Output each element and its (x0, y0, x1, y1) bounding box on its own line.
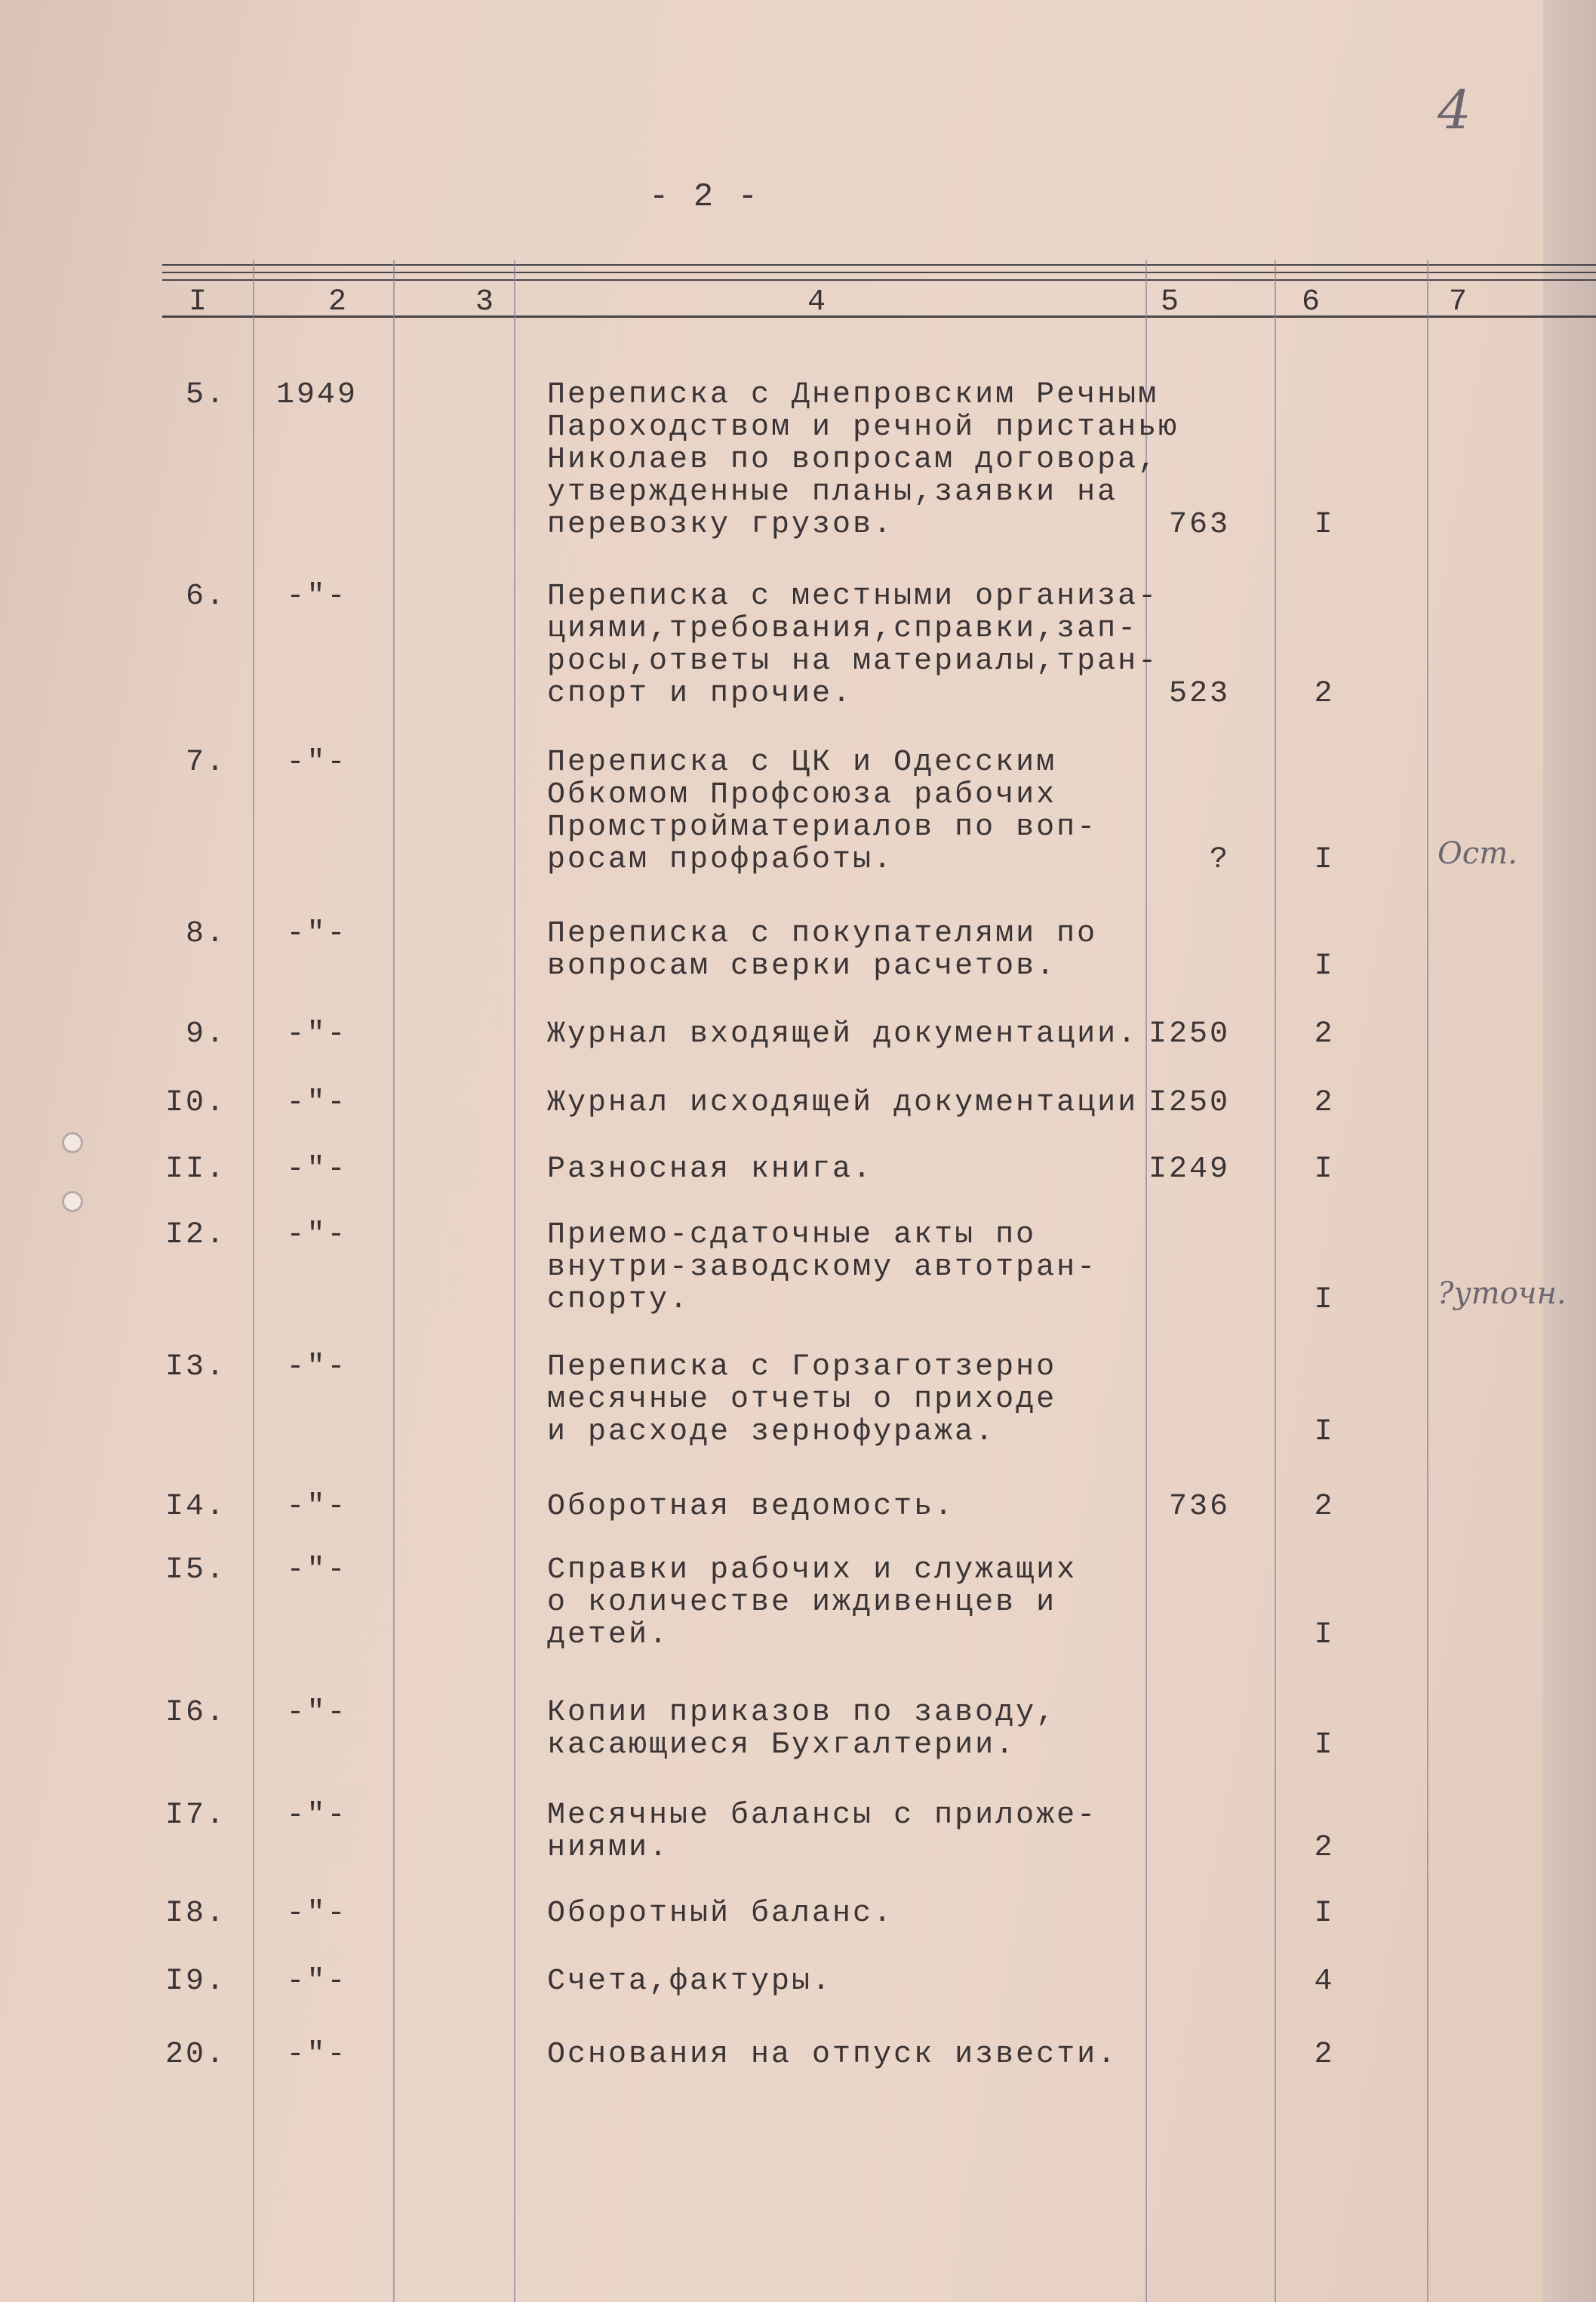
row-count: I (1314, 1897, 1335, 1931)
column-divider (1427, 260, 1428, 2302)
row-number: 8. (185, 917, 226, 951)
row-title: Разносная книга. (547, 1153, 874, 1186)
column-header: 3 (475, 285, 494, 319)
row-title: Копии приказов по заводу, касающиеся Бухгалтерии. (547, 1696, 1057, 1762)
column-header: 7 (1449, 285, 1468, 319)
row-sheets: 523 (1168, 677, 1230, 711)
row-title: Журнал входящей документации. (547, 1017, 1139, 1051)
row-year: -"- (286, 1799, 348, 1833)
row-count: 2 (1314, 1017, 1335, 1051)
row-title: Приемо-сдаточные акты по внутри-заводскому автотран- спорту. (547, 1218, 1098, 1317)
row-year: 1949 (275, 378, 358, 412)
column-header: 6 (1302, 285, 1321, 319)
row-number: II. (165, 1153, 226, 1186)
page-number: - 2 - (649, 178, 761, 216)
row-title: Справки рабочих и служащих о количестве иждивенцев и детей. (547, 1553, 1078, 1652)
row-year: -"- (286, 917, 348, 951)
row-sheets: 763 (1168, 508, 1230, 542)
row-year: -"- (286, 1153, 348, 1186)
header-rule (162, 264, 1596, 266)
column-divider (514, 260, 515, 2302)
row-count: I (1314, 843, 1335, 877)
sheet-mark: 4 (1438, 79, 1471, 141)
row-year: -"- (286, 2038, 348, 2072)
row-title: Месячные балансы с приложе- ниями. (547, 1799, 1098, 1865)
header-underline (162, 315, 1596, 318)
row-number: I7. (165, 1799, 226, 1833)
row-number: I3. (165, 1350, 226, 1384)
row-count: 2 (1314, 1831, 1335, 1865)
row-title: Журнал исходящей документации (547, 1086, 1139, 1120)
column-divider (1275, 260, 1276, 2302)
row-title: Оборотная ведомость. (547, 1490, 955, 1524)
row-year: -"- (286, 1086, 348, 1120)
row-count: 2 (1314, 1490, 1335, 1524)
row-note: ?уточн. (1438, 1276, 1567, 1311)
row-number: 5. (185, 378, 226, 412)
row-title: Основания на отпуск извести. (547, 2038, 1118, 2072)
row-title: Оборотный баланс. (547, 1897, 894, 1931)
column-header: 2 (328, 285, 347, 319)
row-number: 9. (185, 1017, 226, 1051)
column-divider (1145, 260, 1147, 2302)
row-title: Переписка с ЦК и Одесским Обкомом Профсоюза рабочих Промстройматериалов по воп- росам профработы. (547, 746, 1098, 877)
row-title: Переписка с покупателями по вопросам сверки расчетов. (547, 917, 1098, 983)
header-rule (162, 272, 1596, 273)
row-title: Переписка с Горзаготзерно месячные отчеты о приходе и расходе зернофуража. (547, 1350, 1057, 1449)
row-number: I0. (165, 1086, 226, 1120)
row-year: -"- (286, 1696, 348, 1730)
row-number: I9. (165, 1965, 226, 1999)
row-count: I (1314, 949, 1335, 983)
page-edge (1543, 0, 1596, 2302)
row-title: Счета,фактуры. (547, 1965, 833, 1999)
column-header: 5 (1161, 285, 1179, 319)
row-count: 4 (1314, 1965, 1335, 1999)
row-number: I6. (165, 1696, 226, 1730)
row-number: I4. (165, 1490, 226, 1524)
row-count: I (1314, 508, 1335, 542)
row-year: -"- (286, 1490, 348, 1524)
row-year: -"- (286, 746, 348, 780)
row-count: I (1314, 1728, 1335, 1762)
row-year: -"- (286, 1897, 348, 1931)
row-title: Переписка с местными организа- циями,требования,справки,зап- росы,ответы на материалы,тран- спорт и прочие. (547, 580, 1159, 711)
row-count: 2 (1314, 677, 1335, 711)
column-header: 4 (807, 285, 826, 319)
row-number: I5. (165, 1553, 226, 1587)
punch-hole (62, 1132, 83, 1153)
row-sheets: I249 (1148, 1153, 1230, 1186)
column-divider (253, 260, 254, 2302)
row-note: Ост. (1438, 836, 1518, 871)
row-count: I (1314, 1618, 1335, 1652)
row-year: -"- (286, 1350, 348, 1384)
row-number: 7. (185, 746, 226, 780)
row-number: 6. (185, 580, 226, 614)
row-number: 20. (165, 2038, 226, 2072)
row-sheets: I250 (1148, 1017, 1230, 1051)
row-sheets: 736 (1168, 1490, 1230, 1524)
row-year: -"- (286, 1965, 348, 1999)
row-sheets: ? (1209, 843, 1230, 877)
column-divider (393, 260, 395, 2302)
row-year: -"- (286, 1017, 348, 1051)
row-year: -"- (286, 1553, 348, 1587)
row-title: Переписка с Днепровским Речным Пароходством и речной пристанью Николаев по вопросам договора, утвержденные планы,заявки на перевозку грузов. (547, 378, 1179, 542)
row-count: 2 (1314, 1086, 1335, 1120)
row-sheets: I250 (1148, 1086, 1230, 1120)
row-count: 2 (1314, 2038, 1335, 2072)
row-number: I2. (165, 1218, 226, 1252)
row-count: I (1314, 1283, 1335, 1317)
punch-hole (62, 1191, 83, 1212)
row-number: I8. (165, 1897, 226, 1931)
row-year: -"- (286, 580, 348, 614)
header-rule (162, 279, 1596, 281)
column-header: I (189, 285, 208, 319)
row-count: I (1314, 1415, 1335, 1449)
row-count: I (1314, 1153, 1335, 1186)
row-year: -"- (286, 1218, 348, 1252)
